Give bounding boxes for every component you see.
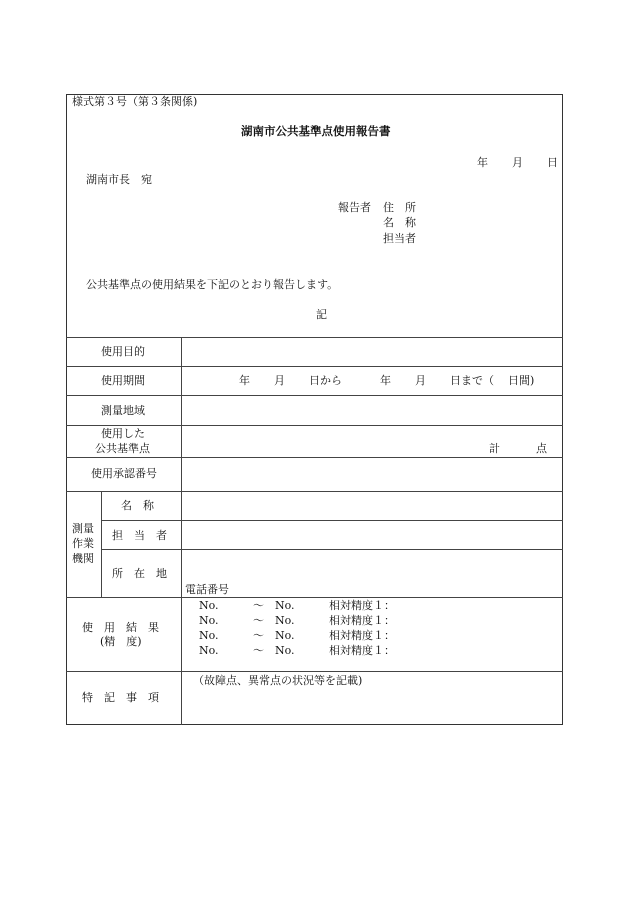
addressee: 湖南市長 宛: [86, 173, 152, 186]
period-label: 使用期間: [101, 374, 145, 387]
form-title: 湖南市公共基準点使用報告書: [241, 124, 391, 138]
result-no-to: No.: [275, 614, 295, 627]
table-top-border: [66, 337, 563, 338]
agency-group-label-2: 作業: [72, 537, 94, 550]
period-day-from: 日から: [309, 374, 342, 387]
approval-label: 使用承認番号: [91, 467, 157, 480]
agency-group-label-3: 機関: [72, 552, 94, 565]
area-label: 測量地域: [101, 404, 145, 417]
column-divider: [101, 491, 102, 597]
period-day-to: 日まで（: [450, 374, 494, 387]
result-tilde: 〜: [253, 629, 264, 642]
row-divider: [66, 395, 563, 396]
points-total-label: 計: [489, 442, 500, 455]
agency-phone-label: 電話番号: [185, 583, 229, 596]
results-label-line2: (精 度): [100, 635, 142, 648]
result-no-from: No.: [199, 599, 219, 612]
points-unit-label: 点: [536, 442, 547, 455]
result-no-from: No.: [199, 614, 219, 627]
agency-location-label: 所 在 地: [112, 567, 167, 580]
reporter-label: 報告者: [338, 201, 371, 214]
points-label-line2: 公共基準点: [95, 442, 150, 455]
row-divider: [66, 671, 563, 672]
notes-label: 特 記 事 項: [82, 691, 159, 704]
period-month-to: 月: [415, 374, 426, 387]
date-year-label: 年: [477, 156, 488, 169]
result-precision: 相対精度１：: [329, 644, 395, 657]
result-no-to: No.: [275, 599, 295, 612]
row-divider: [66, 457, 563, 458]
notes-hint: （故障点、異常点の状況等を記載): [193, 674, 363, 687]
result-precision: 相対精度１：: [329, 599, 395, 612]
period-month-from: 月: [274, 374, 285, 387]
ki-label: 記: [316, 308, 327, 321]
column-divider: [181, 337, 182, 725]
period-days: 日間): [508, 374, 535, 387]
reporter-name-label: 名 称: [383, 216, 416, 229]
points-label-line1: 使用した: [101, 427, 145, 440]
date-month-label: 月: [512, 156, 523, 169]
result-precision: 相対精度１：: [329, 629, 395, 642]
agency-person-label: 担 当 者: [112, 529, 167, 542]
result-no-to: No.: [275, 629, 295, 642]
row-divider: [66, 597, 563, 598]
result-precision: 相対精度１：: [329, 614, 395, 627]
result-tilde: 〜: [253, 614, 264, 627]
row-divider: [101, 549, 563, 550]
date-day-label: 日: [547, 156, 558, 169]
result-no-to: No.: [275, 644, 295, 657]
results-label-line1: 使 用 結 果: [82, 621, 159, 634]
result-tilde: 〜: [253, 644, 264, 657]
period-year-from: 年: [239, 374, 250, 387]
row-divider: [66, 491, 563, 492]
reporter-person-label: 担当者: [383, 232, 416, 245]
result-no-from: No.: [199, 629, 219, 642]
result-no-from: No.: [199, 644, 219, 657]
period-year-to: 年: [380, 374, 391, 387]
reporter-address-label: 住 所: [383, 201, 416, 214]
purpose-label: 使用目的: [101, 345, 145, 358]
agency-group-label-1: 測量: [72, 522, 94, 535]
form-number: 様式第３号（第３条関係): [72, 95, 198, 108]
row-divider: [101, 520, 563, 521]
agency-name-label: 名 称: [121, 499, 154, 512]
row-divider: [66, 425, 563, 426]
result-tilde: 〜: [253, 599, 264, 612]
row-divider: [66, 366, 563, 367]
report-statement: 公共基準点の使用結果を下記のとおり報告します。: [86, 278, 339, 291]
